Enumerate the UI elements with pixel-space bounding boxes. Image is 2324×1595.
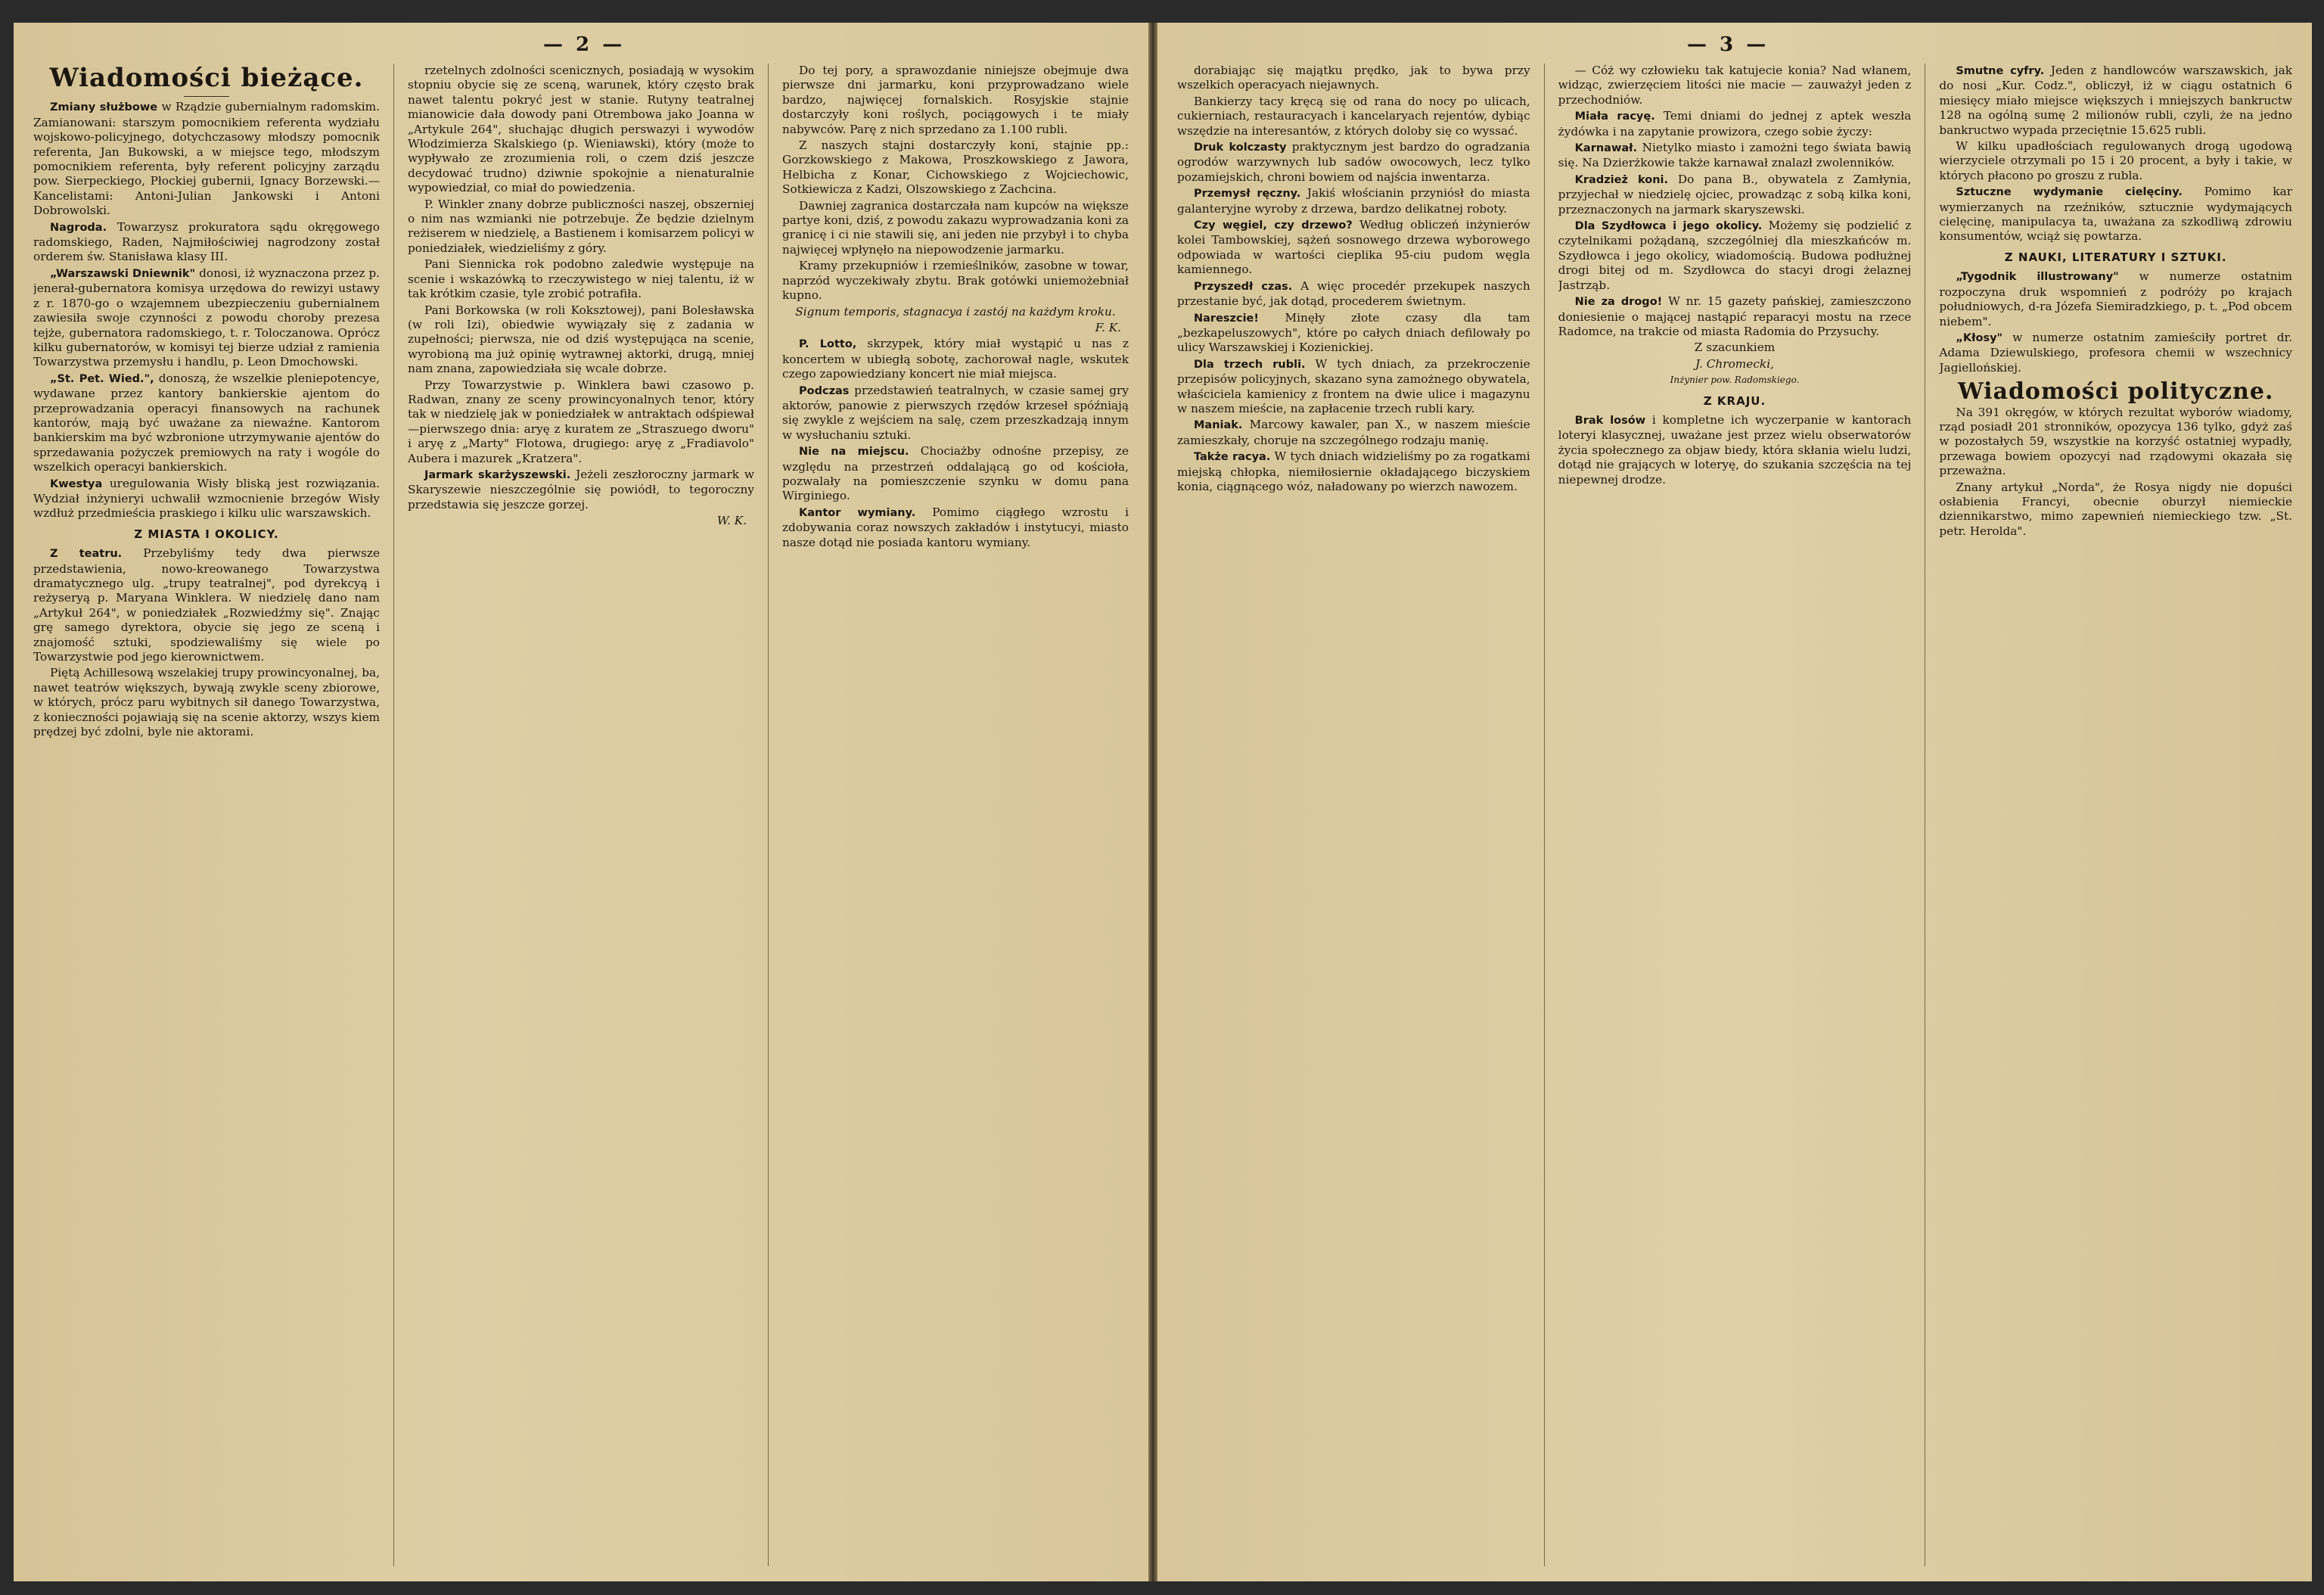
article-text: W tych dniach, za przekroczenie przepisów policyjnych, skazano syna zamożnego obywatela, właściciela kamienicy z frontem na dwie ulice i magazynu w naszem mieście, na zapłacenie trzech rubli kary.: [1177, 356, 1530, 415]
article-text: A więc procedér przekupek naszych przestanie być, jak dotąd, procederem świetnym.: [1177, 278, 1530, 309]
article-paragraph: [782, 444, 1129, 504]
article-paragraph: [33, 372, 380, 475]
article-text: skrzypek, który miał wystąpić u nas z koncertem w ubiegłą sobotę, zachorował nagle, wskutek czego zapowiedziany koncert nie miał miejsca.: [782, 337, 1129, 381]
article-paragraph: [782, 259, 1129, 303]
article-text: W tych dniach widzieliśmy po za rogatkami miejską chłopka, niemiłosiernie okładającego biczyskiem konia, ciągnącego wóz, naładowany po wierzch nawozem.: [1177, 449, 1530, 493]
article-paragraph: [33, 100, 380, 218]
article-paragraph: [1177, 64, 1530, 93]
article-paragraph: [1939, 406, 2292, 479]
article-text: Na 391 okręgów, w których rezultat wyborów wiadomy, rząd posiadł 201 stronników, opozycya 136 tylko, gdyż zaś w pozostałych 59, wszystkie na korzyść ostatniej wypadły, przewaga bowiem opozycyi nad rządowymi okazała się przeważna.: [1939, 405, 2293, 478]
article-text: Przy Towarzystwie p. Winklera bawi czasowo p. Radwan, znany ze sceny prowincyonalnych tenor, który tak w niedzielę jak w poniedziałek w antraktach odśpiewał—pierwszego dnia: aryę z kuratem ze „Straszuego dworu" i aryę z „Marty" Flotowa, drugiego: aryę z „Fradiavolo" Aubera i mazurek „Kratzera".: [408, 378, 754, 465]
right-column-2: [1558, 64, 1912, 1566]
article-text: Piętą Achillesową wszelakiej trupy prowincyonalnej, ba, nawet teatrów większych, bywają zwykle sceny zbiorowe, w których, prócz paru wybitnych sił danego Towarzystwa, z konieczności pojawiają się na scenie aktorzy, wszys kiem prędzej być zdolni, byle nie aktorami.: [33, 666, 380, 739]
article-lead: Sztuczne wydymanie cielęciny.: [1956, 186, 2183, 199]
binding-gutter: [1148, 23, 1157, 1581]
article-paragraph: [408, 257, 754, 301]
article-lead: Zmiany służbowe: [50, 101, 158, 114]
article-paragraph: [1177, 311, 1530, 356]
article-text: Dawniej zagranica dostarczała nam kupców na większe partye koni, dziś, z powodu zakazu wyprowadzania koni za granicę i ci nie stawili się, ani jeden nie przybył i to chyba najwięcej wpłynęło na niepowodzenie jarmarku.: [782, 198, 1129, 257]
article-paragraph: [1558, 413, 1912, 487]
article-text: donosi, iż wyznaczona przez p. jenerał-gubernatora komisya urzędowa do rewizyi ustawy z r. 1870-go o wzajemnem ubezpieczeniu gubernialnem zawiesiła swoje czynności z powodu choroby prezesa tejże, gubernatora radomskiego, t. r. Toloczanowa. Oprócz kilku gubernatorów, w komisyi tej bierze udział z ramienia Towarzystwa przemysłu i handlu, p. Leon Dmochowski.: [33, 266, 380, 369]
article-paragraph: [1939, 480, 2292, 539]
article-text: donoszą, że wszelkie pleniepotencye, wydawane przez kantory bankierskie ajentom do przeprowadzania operacyi finansowych na rachunek kantorów, mają być uważane za niewaźne. Kantorom bankierskim ma być wzbronione utrzymywanie ajentów do sprzedawania pożyczek premiowych na raty i wogóle do wszelkich operacyi bankierskich.: [33, 371, 380, 474]
article-paragraph: [33, 220, 380, 265]
article-paragraph: [408, 64, 754, 196]
article-lead: Jarmark skarżyszewski.: [424, 468, 571, 481]
article-text: Nietylko miasto i zamożni tego świata bawią się. Na Dzierżkowie także karnawał znalazł zwolenników.: [1558, 141, 1912, 170]
article-text: praktycznym jest bardzo do ogradzania ogrodów warzywnych lub sadów owocowych, lecz tylko pozamiejskich, chroni bowiem od najścia inwentarza.: [1177, 140, 1530, 184]
article-text: Towarzysz prokuratora sądu okręgowego radomskiego, Raden, Najmiłościwiej nagrodzony został orderem św. Stanisława klasy III.: [33, 219, 380, 264]
article-lead: P. Lotto,: [799, 338, 857, 351]
article-lead: Dla trzech rubli.: [1194, 358, 1306, 371]
article-paragraph: [782, 64, 1129, 137]
article-paragraph: [1177, 140, 1530, 185]
article-paragraph: [1177, 418, 1530, 448]
section-title-z-kraju: Z KRAJU.: [1703, 393, 1766, 408]
article-paragraph: [33, 666, 380, 739]
article-paragraph: [408, 468, 754, 512]
article-text: Do pana B., obywatela z Zamłynia, przyjechał w niedzielę ojciec, prowadząc z sobą kilka koni, przeznaczonych na jarmark skaryszewski.: [1558, 172, 1912, 216]
article-paragraph: [33, 266, 380, 370]
right-column-1: [1177, 64, 1530, 1566]
article-lead: Czy węgiel, czy drzewo?: [1194, 219, 1353, 232]
article-paragraph: [782, 505, 1129, 550]
article-lead: „Kłosy": [1956, 331, 2003, 344]
article-lead: Z teatru.: [50, 548, 123, 561]
article-paragraph: [1558, 109, 1912, 139]
article-lead: Także racya.: [1194, 451, 1271, 464]
article-paragraph: [1558, 294, 1912, 339]
article-text: Minęły złote czasy dla tam „bezkapeluszowych", które po całych dniach defilowały po ulicy Warszawskiej i Kozienickiej.: [1177, 310, 1530, 355]
article-paragraph: [1939, 331, 2292, 375]
article-lead: Przyszedł czas.: [1194, 280, 1293, 293]
article-text: Pani Siennicka rok podobno zaledwie występuje na scenie i wskazówką to rzeczywistego w niej talentu, iż w tak krótkim czasie, tyle zrobić potrafiła.: [408, 257, 754, 301]
article-lead: „St. Pet. Wied.",: [50, 372, 154, 385]
article-text: Jeżeli zeszłoroczny jarmark w Skaryszewie nieszczególnie się powiódł, to tegoroczny przedstawia się jeszcze gorzej.: [408, 467, 754, 511]
article-paragraph: [1177, 95, 1530, 138]
article-lead: Kantor wymiany.: [799, 506, 916, 519]
left-page-number: — 2 —: [543, 33, 626, 56]
article-lead: „Warszawski Dniewnik": [50, 267, 196, 280]
article-lead: Maniak.: [1194, 419, 1243, 432]
article-paragraph: [408, 303, 754, 377]
article-paragraph: [408, 378, 754, 466]
article-text: przedstawień teatralnych, w czasie samej gry aktorów, panowie z pierwszych rzędów krzeseł spóźniają się zwykle z wejściem na salę, czem przeszkadzają innym w wysłuchaniu sztuki.: [782, 383, 1129, 442]
article-text: Jeden z handlowców warszawskich, jak do nosi „Kur. Codz.", obliczył, iż w ciągu ostatnich 6 miesięcy miało miejsce większych i mniejszych bankructw 128 na ogólną sumę 2 milionów rubli, czyli, że na jedno bankructwo wypada przeciętnie 15.625 rubli.: [1939, 64, 2293, 137]
right-column-3: [1939, 64, 2292, 1566]
article-paragraph: [1177, 279, 1530, 309]
left-column-1: [33, 64, 380, 1566]
article-text: Marcowy kawaler, pan X., w naszem mieście zamieszkały, choruje na szczególnego rodzaju manię.: [1177, 418, 1530, 447]
article-paragraph: [33, 546, 380, 664]
article-lead: Smutne cyfry.: [1956, 65, 2045, 77]
article-text: Według obliczeń inżynierów kolei Tambowskiej, sążeń sosnowego drzewa wyborowego odpowiada w wartości cieplika 95-ciu pudom węgla kamiennego.: [1177, 218, 1530, 277]
article-paragraph: [1939, 139, 2292, 183]
article-lead: Nagroda.: [50, 221, 107, 234]
article-text: Do tej pory, a sprawozdanie niniejsze obejmuje dwa pierwsze dni jarmarku, koni przyprowadzano wiele bardzo, najwięcej fornalskich. Rosyjskie stajnie dostarczyły koni roślych, pociągowych i te miały nabywców. Parę z nich sprzedano za 1.100 rubli.: [782, 64, 1129, 136]
article-text: Bankierzy tacy kręcą się od rana do nocy po ulicach, cukierniach, restauracyach i kancelaryach rejentów, dybiąc wszędzie na interesantów, z których doloby się co wyssać.: [1177, 94, 1530, 138]
signature-intro: Z szacunkiem: [1694, 340, 1776, 355]
section-title-z-miasta: Z MIASTA I OKOLICY.: [134, 527, 279, 541]
article-paragraph: [782, 199, 1129, 258]
article-text: Temi dniami do jednej z aptek weszła żydówka i na zapytanie prowizora, czego sobie życzy:: [1558, 109, 1912, 138]
article-text: Kramy przekupniów i rzemieślników, zasobne w towar, naprzód wyczekiwały zbytu. Brak gotówki uniemożebniał kupno.: [782, 259, 1129, 303]
article-paragraph: [1177, 186, 1530, 216]
signature-title: Inżynier pow. Radomskiego.: [1670, 375, 1800, 386]
article-paragraph: [1558, 64, 1912, 107]
article-text: Możemy się podzielić z czytelnikami pożądaną, szczególniej dla mieszkańców m. Szydłowca i jego okolicy, wiadomością. Budowa podłużnej drogi bitej od m. Szydłowca do stacyi drogi żelaznej Jastrząb.: [1558, 219, 1912, 292]
article-text: rzetelnych zdolności scenicznych, posiadają w wysokim stopniu obycie się ze sceną, warunek, który często brak nawet talentu pokryć jest w stanie. Rutyny teatralnej mianowicie dała dowody pani Otrembowa jako Joanna w „Artykule 264", słuchając długich perswazyi i wywodów Włodzimierza Skalskiego (p. Wieniawski), który (może to wypływało ze zrozumienia roli, o czem dziś jeszcze decydować trudno) dziwnie spokojnie a nienaturalnie wypowiedział, co miał do powiedzenia.: [408, 64, 754, 195]
article-paragraph: [1939, 185, 2292, 244]
article-text: Pani Borkowska (w roli Koksztowej), pani Bolesławska (w roli Izi), obiedwie wywiązały się z zadania w zupełności; pierwsza, nie od dziś występująca na scenie, wyrobioną ma już opinię wytrawnej aktorki, drugą, mniej nam znana, zapowiedziała się wcale dobrze.: [408, 303, 754, 376]
article-text: P. Winkler znany dobrze publiczności naszej, obszerniej o nim nas wzmianki nie potrzebuje. Że będzie dzielnym reżiserem w niedzielę, a Bastienem i komisarzem policyi w poniedziałek, wiedzieliśmy z góry.: [408, 197, 754, 255]
article-lead: Karnawał.: [1574, 142, 1638, 155]
article-text: uregulowania Wisły bliską jest rozwiązania. Wydział inżynieryi uchwalił wzmocnienie brzegów Wisły wzdłuż przedmieścia praskiego i kilku ulic warszawskich.: [33, 476, 380, 521]
article-paragraph: [1177, 449, 1530, 494]
article-lead: Miała racyę.: [1574, 110, 1655, 123]
article-text: Przebyliśmy tedy dwa pierwsze przedstawienia, nowo-kreowanego Towarzystwa dramatycznego ulg. „trupy teatralnej", pod dyrekcyą i reżyseryą p. Maryana Winklera. W niedzielę dano nam „Artykuł 264", w poniedziałek „Rozwiedźmy się". Znając grę samego dyrektora, obycie się jego ze sceną i znajomość sztuki, spodziewaliśmy się wiele po Towarzystwie pod jego kierownictwem.: [33, 546, 380, 664]
article-lead: Podczas: [799, 384, 850, 397]
signature-fk: F. K.: [1095, 320, 1121, 334]
article-text: w Rządzie gubernialnym radomskim. Zamianowani: starszym pomocnikiem referenta wydziału wojskowo-policyjnego, dotychczasowy młodszy pomocnik referenta, Jan Bukowski, a w miejsce tego, młodszym pomocnikiem referenta, były referent policyjny zarządu pow. Sierpeckiego, Płockiej gubernii, Ignacy Borzewski.—Kancelistami: Antoni-Julian Jankowski i Antoni Dobrowolski.: [33, 100, 380, 218]
article-lead: Nie za drogo!: [1574, 296, 1663, 309]
article-lead: Druk kolczasty: [1194, 141, 1287, 154]
article-lead: „Tygodnik illustrowany": [1956, 271, 2119, 284]
article-lead: Nie na miejscu.: [799, 446, 909, 459]
left-column-2: [408, 64, 754, 1566]
article-text: Z naszych stajni dostarczyły koni, stajnie pp.: Gorzkowskiego z Makowa, Proszkowskiego z Jawora, Helbicha z Konar, Cichowskiego z Wojciechowic, Sotkiewicza z Kadzi, Olszowskiego z Zachcina.: [782, 138, 1129, 197]
article-lead: Brak losów: [1574, 414, 1646, 427]
left-column-3: [782, 64, 1129, 1566]
article-paragraph: [1558, 219, 1912, 293]
section-title-wiadomosci-biezace: Wiadomości bieżące.: [49, 64, 364, 93]
article-paragraph: [408, 197, 754, 257]
signature-chromecki: J. Chromecki,: [1695, 356, 1774, 371]
article-text: W kilku upadłościach regulowanych drogą ugodową wierzyciele otrzymali po 15 i 20 procent, a były i takie, w których płacono po groszu z rubla.: [1939, 139, 2293, 182]
article-paragraph: [782, 138, 1129, 197]
signature-wk: W. K.: [716, 514, 747, 528]
article-lead: Nareszcie!: [1194, 312, 1259, 325]
article-lead: Dla Szydłowca i jego okolicy.: [1574, 220, 1763, 233]
article-paragraph: [1177, 357, 1530, 417]
article-paragraph: [782, 384, 1129, 443]
article-paragraph: [782, 337, 1129, 381]
section-title-z-nauki: Z NAUKI, LITERATURY I SZTUKI.: [2004, 250, 2227, 264]
right-page-number: — 3 —: [1687, 33, 1769, 56]
article-paragraph: [1939, 64, 2292, 138]
article-paragraph: [1558, 173, 1912, 217]
right-page: [1157, 23, 2312, 1581]
article-text: Pomimo ciągłego wzrostu i zdobywania coraz nowszych zakładów i instytucyi, miasto nasze dotąd nie posiada kantoru wymiany.: [782, 505, 1129, 549]
article-paragraph: [1558, 141, 1912, 171]
article-text: Znany artykuł „Norda", że Rosya nigdy nie dopuści osłabienia Francyi, obecnie oburzył niemieckie dziennikarstwo, mimo zapewnień niemieckiego tzw. „St. petr. Herolda".: [1939, 480, 2293, 538]
article-text: Jakiś włościanin przyniósł do miasta galanteryjne wyroby z drzewa, bardzo delikatnej roboty.: [1177, 186, 1530, 216]
article-text: w numerze ostatnim rozpoczyna druk wspomnień z podróży po krajach południowych, d-ra Józefa Siemiradzkiego, p. t. „Pod obcem niebem".: [1939, 269, 2293, 328]
article-paragraph: [1939, 269, 2292, 329]
article-paragraph: [1177, 218, 1530, 278]
article-lead: Kwestya: [50, 477, 103, 490]
article-text: w numerze ostatnim zamieściły portret dr. Adama Dziewulskiego, profesora chemii w wszechnicy Jagiellońskiej.: [1939, 330, 2293, 375]
left-page: [14, 23, 1148, 1581]
article-text: Chociażby odnośne przepisy, ze względu na przestrzeń oddalającą go od kościoła, pozwalały na pomieszczenie szynku w domu pana Wirginiego.: [782, 444, 1129, 503]
article-text: — Cóż wy człowieku tak katujecie konia? Nad włanem, widząc, zwierzęciem litości nie macie — zauważył jeden z przechodniów.: [1558, 64, 1912, 107]
article-text: W nr. 15 gazety pańskiej, zamieszczono doniesienie o mającej nastąpić reparacyi mostu na rzece Radomce, na trakcie od miasta Radomia do Przysuchy.: [1558, 294, 1912, 338]
signum-temporis: Signum temporis, stagnacya i zastój na każdym kroku.: [795, 304, 1116, 319]
article-lead: Kradzież koni.: [1574, 173, 1668, 186]
section-title-wiadomosci-polityczne: Wiadomości polityczne.: [1957, 378, 2274, 406]
article-lead: Przemysł ręczny.: [1194, 188, 1301, 201]
article-text: dorabiając się majątku prędko, jak to bywa przy wszelkich operacyach niejawnych.: [1177, 64, 1530, 92]
article-text: Pomimo kar wymierzanych na rzeźników, sztucznie wydymających cielęcinę, manipulacya ta, uważana za szkodliwą zdrowiu konsumentów, wciąż się powtarza.: [1939, 185, 2293, 244]
article-text: i kompletne ich wyczerpanie w kantorach loteryi klasycznej, uważane jest przez wielu obserwatorów życia społecznego za objaw biedy, która skłania wielu ludzi, dotąd nie grających w loteryę, do szukania szczęścia na tej niepewnej drodze.: [1558, 412, 1912, 487]
article-paragraph: [33, 477, 380, 521]
